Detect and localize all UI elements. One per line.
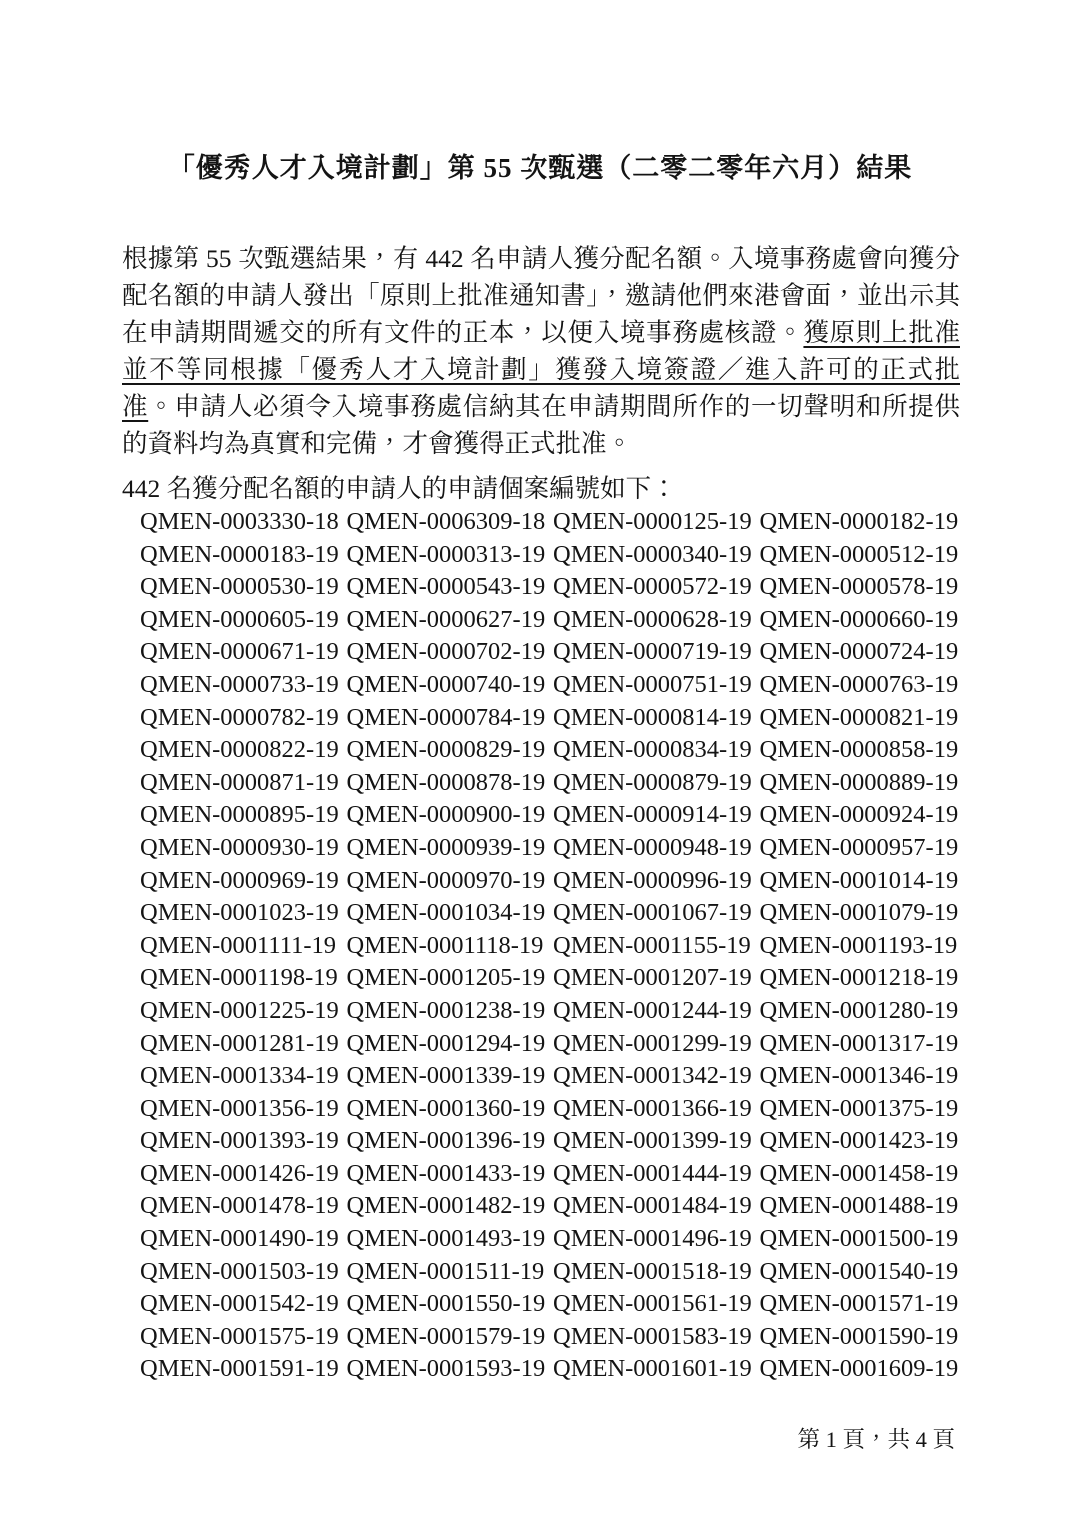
case-number: QMEN-0000628-19 bbox=[553, 605, 752, 633]
case-number: QMEN-0000969-19 bbox=[140, 866, 339, 894]
case-number: QMEN-0001399-19 bbox=[553, 1127, 752, 1155]
case-number: QMEN-0000183-19 bbox=[140, 540, 339, 568]
page-title: 「優秀人才入境計劃」第 55 次甄選（二零二零年六月）結果 bbox=[167, 153, 913, 184]
case-number: QMEN-0001426-19 bbox=[140, 1159, 339, 1187]
case-number: QMEN-0000879-19 bbox=[553, 768, 752, 796]
case-number: QMEN-0000930-19 bbox=[140, 833, 339, 861]
case-number: QMEN-0000605-19 bbox=[140, 605, 339, 633]
case-number: QMEN-0000660-19 bbox=[759, 605, 959, 633]
case-number: QMEN-0001593-19 bbox=[346, 1355, 546, 1383]
case-number: QMEN-0000627-19 bbox=[346, 605, 546, 633]
case-number: QMEN-0001478-19 bbox=[140, 1192, 339, 1220]
case-number: QMEN-0001339-19 bbox=[346, 1062, 546, 1090]
case-number: QMEN-0000939-19 bbox=[346, 833, 546, 861]
case-number: QMEN-0000871-19 bbox=[140, 768, 339, 796]
case-number: QMEN-0000340-19 bbox=[553, 540, 752, 568]
case-number: QMEN-0000125-19 bbox=[553, 508, 752, 535]
case-number-table bbox=[140, 506, 966, 1386]
case-number: QMEN-0001111-19 bbox=[140, 931, 336, 959]
case-number: QMEN-0001500-19 bbox=[759, 1225, 959, 1253]
case-number: QMEN-0000702-19 bbox=[346, 638, 546, 666]
case-number: QMEN-0001356-19 bbox=[140, 1094, 339, 1122]
case-number: QMEN-0001583-19 bbox=[553, 1322, 752, 1350]
case-number: QMEN-0001571-19 bbox=[759, 1290, 959, 1318]
case-number: QMEN-0001198-19 bbox=[140, 964, 338, 992]
case-number: QMEN-0001482-19 bbox=[346, 1192, 546, 1220]
case-number: QMEN-0000822-19 bbox=[140, 736, 339, 764]
case-number: QMEN-0001244-19 bbox=[553, 996, 752, 1024]
case-number: QMEN-0001493-19 bbox=[346, 1225, 546, 1253]
case-number: QMEN-0001396-19 bbox=[346, 1127, 546, 1155]
case-number: QMEN-0001609-19 bbox=[759, 1355, 959, 1383]
case-number: QMEN-0000733-19 bbox=[140, 670, 339, 698]
case-number: QMEN-0001218-19 bbox=[759, 964, 959, 992]
case-number: QMEN-0001346-19 bbox=[759, 1062, 959, 1090]
case-number: QMEN-0000751-19 bbox=[553, 670, 752, 698]
case-number: QMEN-0000313-19 bbox=[346, 540, 546, 568]
case-number: QMEN-0006309-18 bbox=[346, 508, 546, 535]
intro-paragraph bbox=[122, 240, 960, 462]
case-number: QMEN-0001393-19 bbox=[140, 1127, 339, 1155]
case-number: QMEN-0001360-19 bbox=[346, 1094, 546, 1122]
case-number: QMEN-0000878-19 bbox=[346, 768, 546, 796]
case-number: QMEN-0001317-19 bbox=[759, 1029, 959, 1057]
case-number: QMEN-0000900-19 bbox=[346, 801, 546, 829]
case-number: QMEN-0001458-19 bbox=[759, 1159, 959, 1187]
case-number: QMEN-0001590-19 bbox=[759, 1322, 959, 1350]
case-number: QMEN-0000924-19 bbox=[759, 801, 959, 829]
case-number: QMEN-0001542-19 bbox=[140, 1290, 339, 1318]
case-number: QMEN-0001488-19 bbox=[759, 1192, 959, 1220]
case-number: QMEN-0001034-19 bbox=[346, 899, 546, 927]
case-number: QMEN-0001155-19 bbox=[553, 931, 751, 959]
case-number: QMEN-0000889-19 bbox=[759, 768, 959, 796]
case-number: QMEN-0001575-19 bbox=[140, 1322, 339, 1350]
case-number: QMEN-0001503-19 bbox=[140, 1257, 339, 1285]
case-number: QMEN-0000970-19 bbox=[346, 866, 546, 894]
case-number: QMEN-0000784-19 bbox=[346, 703, 546, 731]
case-number: QMEN-0001342-19 bbox=[553, 1062, 752, 1090]
case-number: QMEN-0001023-19 bbox=[140, 899, 339, 927]
case-number: QMEN-0001366-19 bbox=[553, 1094, 752, 1122]
case-number: QMEN-0001540-19 bbox=[759, 1257, 959, 1285]
case-number: QMEN-0000782-19 bbox=[140, 703, 339, 731]
case-number: QMEN-0001496-19 bbox=[553, 1225, 752, 1253]
case-number: QMEN-0000996-19 bbox=[553, 866, 752, 894]
case-number: QMEN-0000821-19 bbox=[759, 703, 959, 731]
case-number: QMEN-0000543-19 bbox=[346, 573, 546, 601]
case-number: QMEN-0001207-19 bbox=[553, 964, 752, 992]
case-number: QMEN-0001294-19 bbox=[346, 1029, 546, 1057]
case-number: QMEN-0001067-19 bbox=[553, 899, 752, 927]
case-number: QMEN-0001375-19 bbox=[759, 1094, 959, 1122]
case-number: QMEN-0000763-19 bbox=[759, 670, 959, 698]
case-number: QMEN-0001238-19 bbox=[346, 996, 546, 1024]
case-number: QMEN-0001205-19 bbox=[346, 964, 546, 992]
case-number: QMEN-0000914-19 bbox=[553, 801, 752, 829]
case-number: QMEN-0001490-19 bbox=[140, 1225, 339, 1253]
case-number: QMEN-0000578-19 bbox=[759, 573, 959, 601]
case-number: QMEN-0000740-19 bbox=[346, 670, 546, 698]
case-number: QMEN-0001299-19 bbox=[553, 1029, 752, 1057]
case-number: QMEN-0003330-18 bbox=[140, 508, 339, 535]
paragraph-text-after-underline: 。申請人必須令入境事務處信納其在申請期間所作的一切聲明和所提供的資料均為真實和完備，才會獲得正式批准。 bbox=[122, 391, 960, 458]
case-number: QMEN-0000671-19 bbox=[140, 638, 339, 666]
case-number: QMEN-0000948-19 bbox=[553, 833, 752, 861]
case-number: QMEN-0001579-19 bbox=[346, 1322, 546, 1350]
case-number: QMEN-0001423-19 bbox=[759, 1127, 959, 1155]
case-number: QMEN-0000512-19 bbox=[759, 540, 959, 568]
case-number: QMEN-0001193-19 bbox=[759, 931, 958, 959]
case-number: QMEN-0000957-19 bbox=[759, 833, 959, 861]
case-number: QMEN-0001014-19 bbox=[759, 866, 959, 894]
case-number: QMEN-0001518-19 bbox=[553, 1257, 752, 1285]
case-number: QMEN-0000182-19 bbox=[759, 508, 959, 535]
case-number: QMEN-0001444-19 bbox=[553, 1159, 752, 1187]
case-number: QMEN-0001433-19 bbox=[346, 1159, 546, 1187]
case-number: QMEN-0001281-19 bbox=[140, 1029, 339, 1057]
case-number: QMEN-0000530-19 bbox=[140, 573, 339, 601]
case-number: QMEN-0000572-19 bbox=[553, 573, 752, 601]
case-number: QMEN-0000858-19 bbox=[759, 736, 959, 764]
case-number: QMEN-0001601-19 bbox=[553, 1355, 752, 1383]
case-number: QMEN-0001484-19 bbox=[553, 1192, 752, 1220]
case-number: QMEN-0001591-19 bbox=[140, 1355, 339, 1383]
case-number: QMEN-0000724-19 bbox=[759, 638, 959, 666]
case-number: QMEN-0000829-19 bbox=[346, 736, 546, 764]
case-number: QMEN-0000814-19 bbox=[553, 703, 752, 731]
case-number: QMEN-0001561-19 bbox=[553, 1290, 752, 1318]
case-number: QMEN-0001334-19 bbox=[140, 1062, 339, 1090]
case-number: QMEN-0001550-19 bbox=[346, 1290, 546, 1318]
case-number: QMEN-0000895-19 bbox=[140, 801, 339, 829]
paragraph-text-before-underline: 根據第 55 次甄選結果，有 442 名申請人獲分配名額。入境事務處會向獲分配名額的申請人發出「原則上批准通知書」，邀請他們來港會面，並出示其在申請期間遞交的所有文件的正本，以便入境事務處核證。 bbox=[122, 243, 960, 347]
case-number: QMEN-0001118-19 bbox=[346, 931, 544, 959]
case-number: QMEN-0001511-19 bbox=[346, 1257, 545, 1285]
case-number: QMEN-0001079-19 bbox=[759, 899, 959, 927]
underlined-statement: 獲原則上批准並不等同根據「優秀人才入境計劃」獲發入境簽證／進入許可的正式批准 bbox=[122, 317, 960, 421]
case-number: QMEN-0001225-19 bbox=[140, 996, 339, 1024]
case-number: QMEN-0000719-19 bbox=[553, 638, 752, 666]
case-number: QMEN-0000834-19 bbox=[553, 736, 752, 764]
page-number: 第 1 頁，共 4 頁 bbox=[797, 1427, 955, 1452]
case-number: QMEN-0001280-19 bbox=[759, 996, 959, 1024]
case-list-intro: 442 名獲分配名額的申請人的申請個案編號如下： bbox=[122, 473, 677, 503]
